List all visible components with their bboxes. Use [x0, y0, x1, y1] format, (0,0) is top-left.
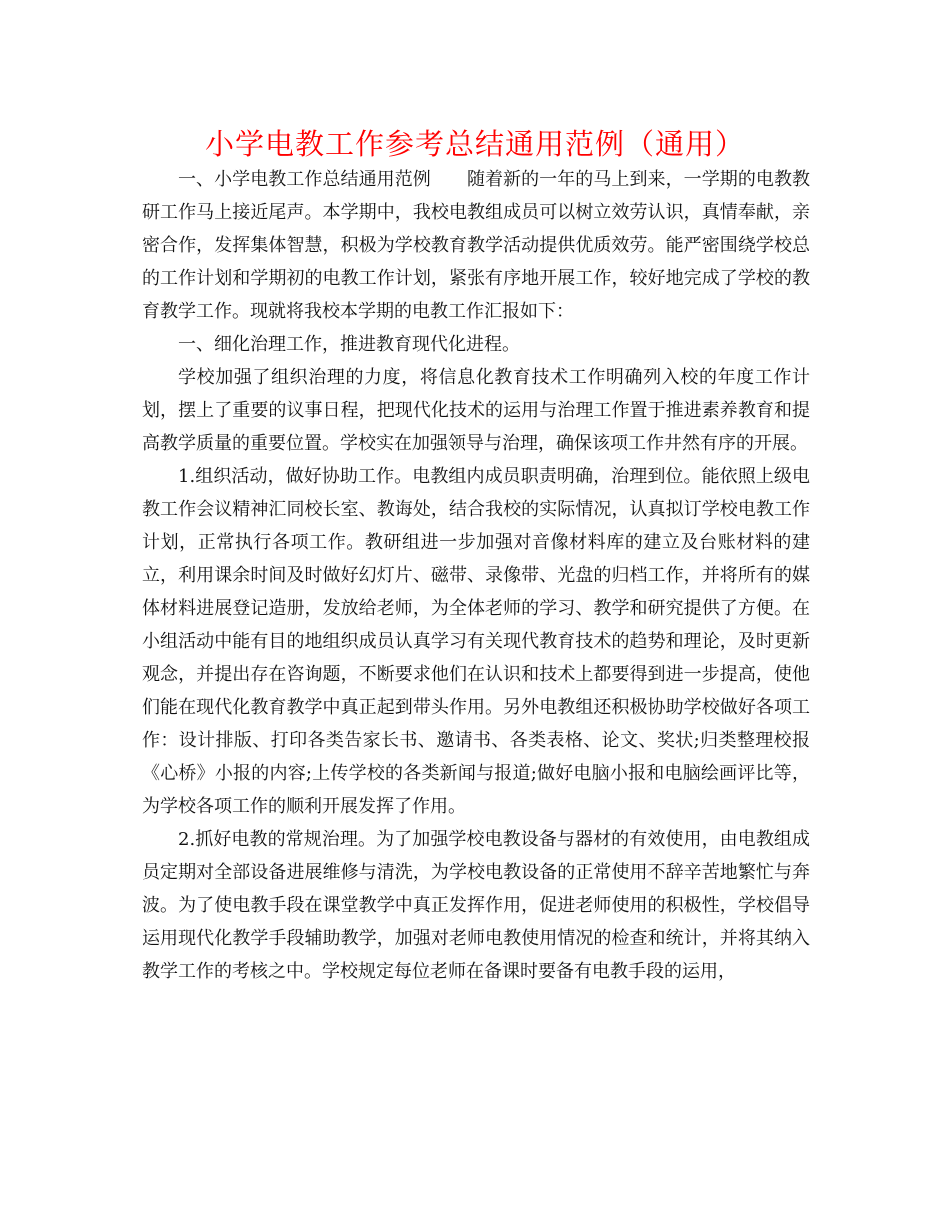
paragraph-item-2: 2.抓好电教的常规治理。为了加强学校电教设备与器材的有效使用，由电教组成员定期对全部设备进展维修与清洗，为学校电教设备的正常使用不辞辛苦地繁忙与奔波。为了使电教手段在课堂教学中真正发挥作用，促进老师使用的积极性，学校倡导运用现代化教学手段辅助教学，加强对老师电教使用情况的检查和统计，并将其纳入教学工作的考核之中。学校规定每位老师在备课时要备有电教手段的运用， — [142, 829, 810, 982]
document-title: 小学电教工作参考总结通用范例（通用） — [204, 127, 745, 161]
paragraph-item-1: 1.组织活动，做好协助工作。电教组内成员职责明确，治理到位。能依照上级电教工作会议精神汇同校长室、教诲处，结合我校的实际情况，认真拟订学校电教工作计划，正常执行各项工作。教研组进一步加强对音像材料库的建立及台账材料的建立，利用课余时间及时做好幻灯片、磁带、录像带、光盘的归档工作，并将所有的媒体材料进展登记造册，发放给老师，为全体老师的学习、教学和研究提供了方便。在小组活动中能有目的地组织成员认真学习有关现代教育技术的趋势和理论，及时更新观念，并提出存在咨询题，不断要求他们在认识和技术上都要得到进一步提高，使他们能在现代化教育教学中真正起到带头作用。另外电教组还积极协助学校做好各项工作：设计排版、打印各类告家长书、邀请书、各类表格、论文、奖状;归类整理校报《心桥》小报的内容;上传学校的各类新闻与报道;做好电脑小报和电脑绘画评比等，为学校各项工作的顺利开展发挥了作用。 — [142, 466, 810, 817]
section-heading-1: 一、细化治理工作，推进教育现代化进程。 — [178, 334, 520, 355]
paragraph-intro: 一、小学电教工作总结通用范例 随着新的一年的马上到来，一学期的电教教研工作马上接近尾声。本学期中，我校电教组成员可以树立效劳认识，真情奉献，亲密合作，发挥集体智慧，积极为学校教育教学活动提供优质效劳。能严密围绕学校总的工作计划和学期初的电教工作计划，紧张有序地开展工作，较好地完成了学校的教育教学工作。现就将我校本学期的电教工作汇报如下： — [142, 169, 810, 322]
paragraph-management: 学校加强了组织治理的力度，将信息化教育技术工作明确列入校的年度工作计划，摆上了重要的议事日程，把现代化技术的运用与治理工作置于推进素养教育和提高教学质量的重要位置。学校实在加强领导与治理，确保该项工作井然有序的开展。 — [142, 367, 810, 454]
document-body — [142, 163, 810, 988]
